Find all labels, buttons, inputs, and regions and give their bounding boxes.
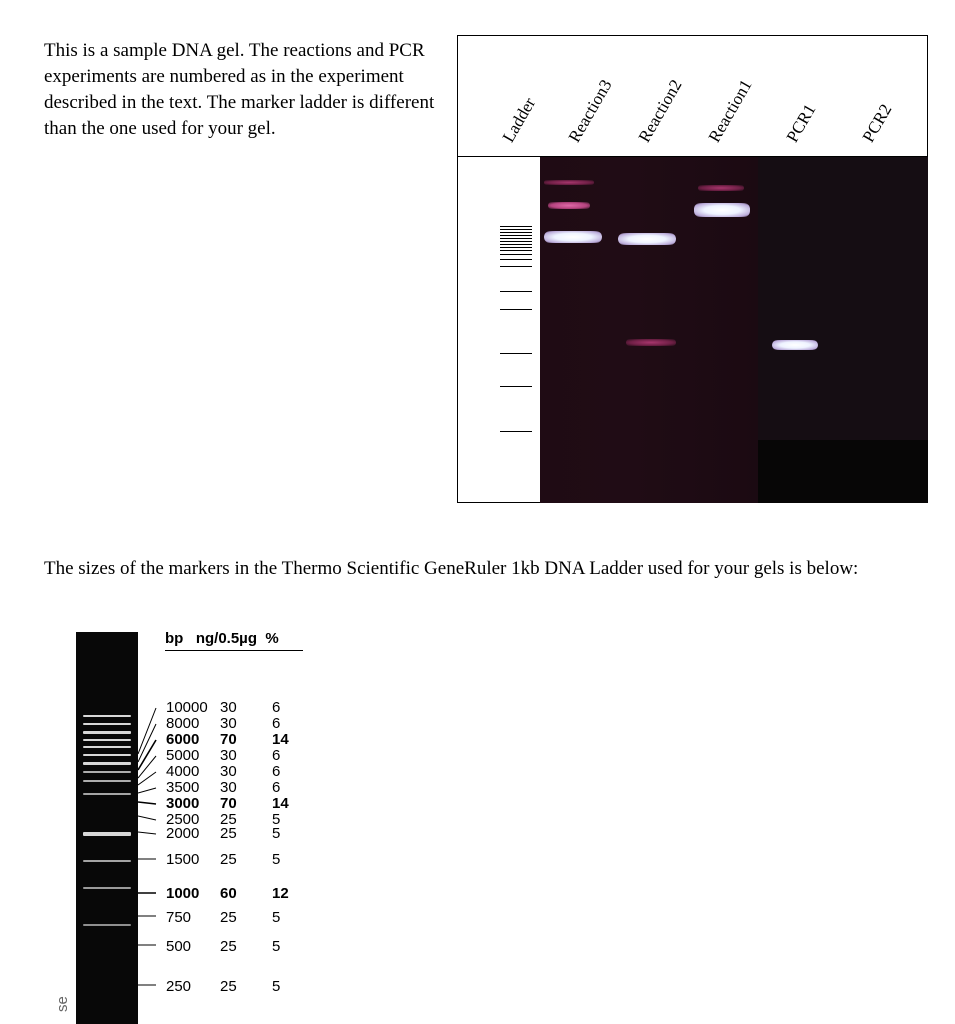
lane-label-pcr2: PCR2 [858,100,896,146]
ladder-size-table: bp ng/0.5µg % 10000 30 6 8000 30 6 6000 70 14 5000 30 6 4000 30 6 3500 30 6 3000 70 14 2500 25 5 2000 25 5 1500 25 5 1000 60 12 750 25 5 500 25 5 250 25 5 [160,628,360,1024]
band-reaction2-lower [626,339,676,346]
header-rule [165,650,303,651]
ladder-tick-marks [500,226,532,476]
band-reaction2-main [618,233,676,245]
band-pcr1-main [772,340,818,350]
intro-paragraph: This is a sample DNA gel. The reactions and PCR experiments are numbered as in the experiment described in the text. The marker ladder is different than the one used for your gel. [44,40,435,139]
lane-label-reaction1: Reaction1 [704,76,756,146]
lane-label-ladder: Ladder [498,94,540,146]
band-reaction3-faint [544,180,594,185]
generuler-ladder-image [76,632,138,1024]
sample-gel-figure [457,35,928,503]
cropped-side-label: se [54,996,71,1012]
ladder-table-header: bp ng/0.5µg % [165,630,279,647]
lane-label-reaction3: Reaction3 [564,76,616,146]
band-reaction1-faint [698,185,744,191]
lane-label-reaction2: Reaction2 [634,76,686,146]
gel-lane-header [458,36,927,157]
ladder-description: The sizes of the markers in the Thermo Scientific GeneRuler 1kb DNA Ladder used for your gels is below: [44,558,859,579]
band-reaction1-main [694,203,750,217]
gel-photo [540,157,928,503]
band-reaction3-main [544,231,602,243]
band-reaction3-mid [548,202,590,209]
lane-label-pcr1: PCR1 [782,100,820,146]
